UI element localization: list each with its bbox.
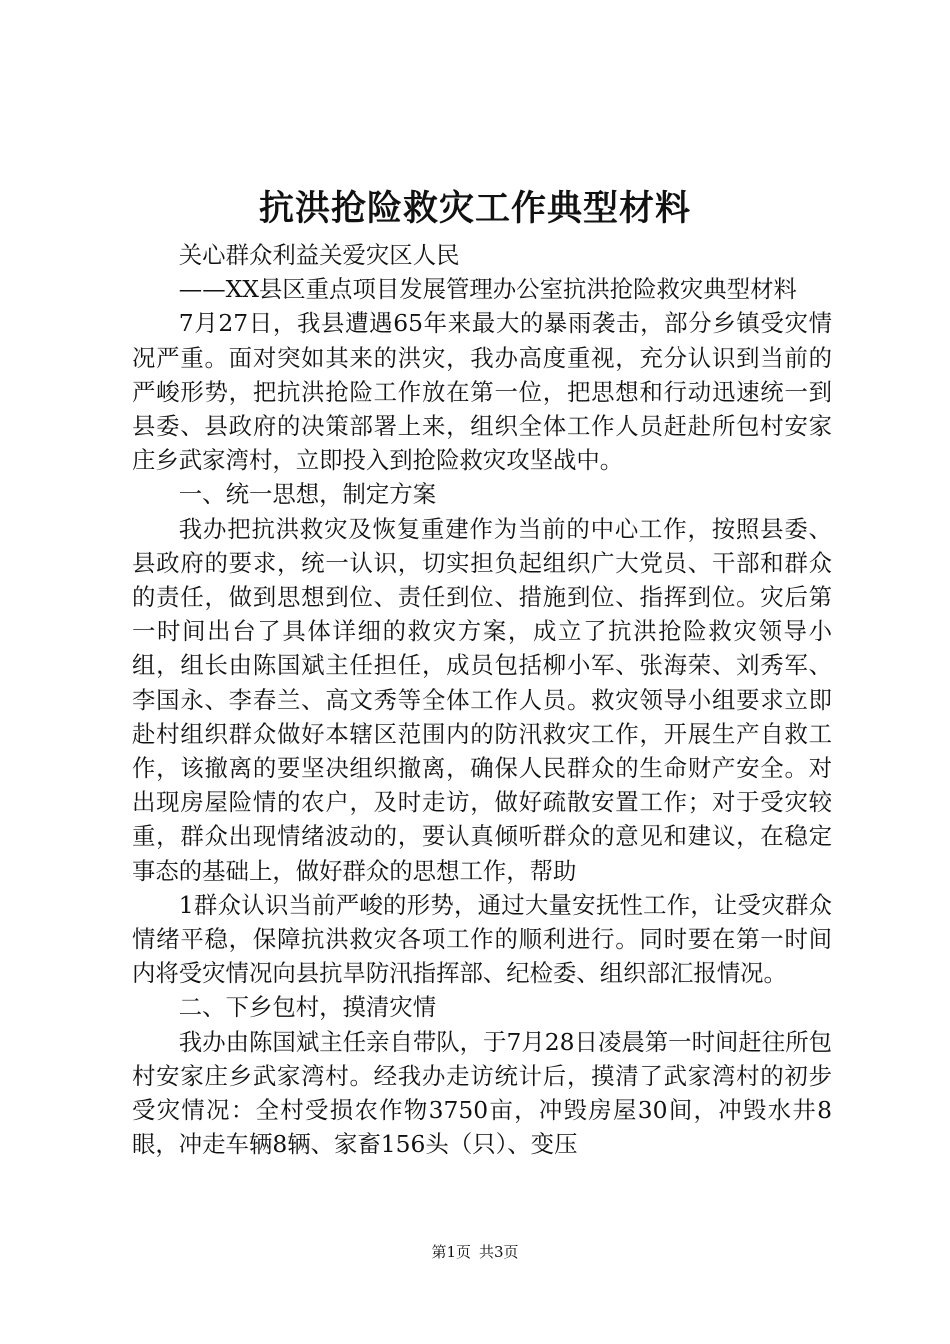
subtitle-line: 关心群众利益关爱灾区人民	[178, 241, 460, 269]
page-number: 第1页	[431, 1243, 471, 1261]
document-body	[132, 238, 832, 1161]
document-title: 抗洪抢险救灾工作典型材料	[258, 188, 691, 229]
paragraph-section-1-continued: 1群众认识当前严峻的形势，通过大量安抚性工作，让受灾群众情绪平稳，保障抗洪救灾各项工作的顺利进行。同时要在第一时间内将受灾情况向县抗旱防汛指挥部、纪检委、组织部汇报情况。	[132, 890, 832, 988]
page-total: 共3页	[479, 1243, 519, 1261]
paragraph-section-2: 我办由陈国斌主任亲自带队，于7月28日凌晨第一时间赶往所包村安家庄乡武家湾村。经我办走访统计后，摸清了武家湾村的初步受灾情况：全村受损农作物3750亩，冲毁房屋30间，冲毁水井8眼，冲走车辆8辆、家畜156头（只）、变压	[132, 1027, 832, 1159]
paragraph-intro: 7月27日，我县遭遇65年来最大的暴雨袭击，部分乡镇受灾情况严重。面对突如其来的洪灾，我办高度重视，充分认识到当前的严峻形势，把抗洪抢险工作放在第一位，把思想和行动迅速统一到县委、县政府的决策部署上来，组织全体工作人员赶赴所包村安家庄乡武家湾村，立即投入到抢险救灾攻坚战中。	[132, 309, 832, 475]
paragraph-section-1: 我办把抗洪救灾及恢复重建作为当前的中心工作，按照县委、县政府的要求，统一认识，切实担负起组织广大党员、干部和群众的责任，做到思想到位、责任到位、措施到位、指挥到位。灾后第一时间出台了具体详细的救灾方案，成立了抗洪抢险救灾领导小组，组长由陈国斌主任担任，成员包括柳小军、张海荣、刘秀军、李国永、李春兰、高文秀等全体工作人员。救灾领导小组要求立即赴村组织群众做好本辖区范围内的防汛救灾工作，开展生产自救工作，该撤离的要坚决组织撤离，确保人民群众的生命财产安全。对出现房屋险情的农户，及时走访，做好疏散安置工作；对于受灾较重，群众出现情绪波动的，要认真倾听群众的意见和建议，在稳定事态的基础上，做好群众的思想工作，帮助	[132, 514, 832, 885]
page-footer	[0, 1242, 950, 1262]
subtitle-source-line: ——XX县区重点项目发展管理办公室抗洪抢险救灾典型材料	[178, 275, 797, 304]
section-heading-2: 二、下乡包村，摸清灾情	[178, 993, 437, 1022]
section-heading-1: 一、统一思想，制定方案	[178, 480, 437, 509]
